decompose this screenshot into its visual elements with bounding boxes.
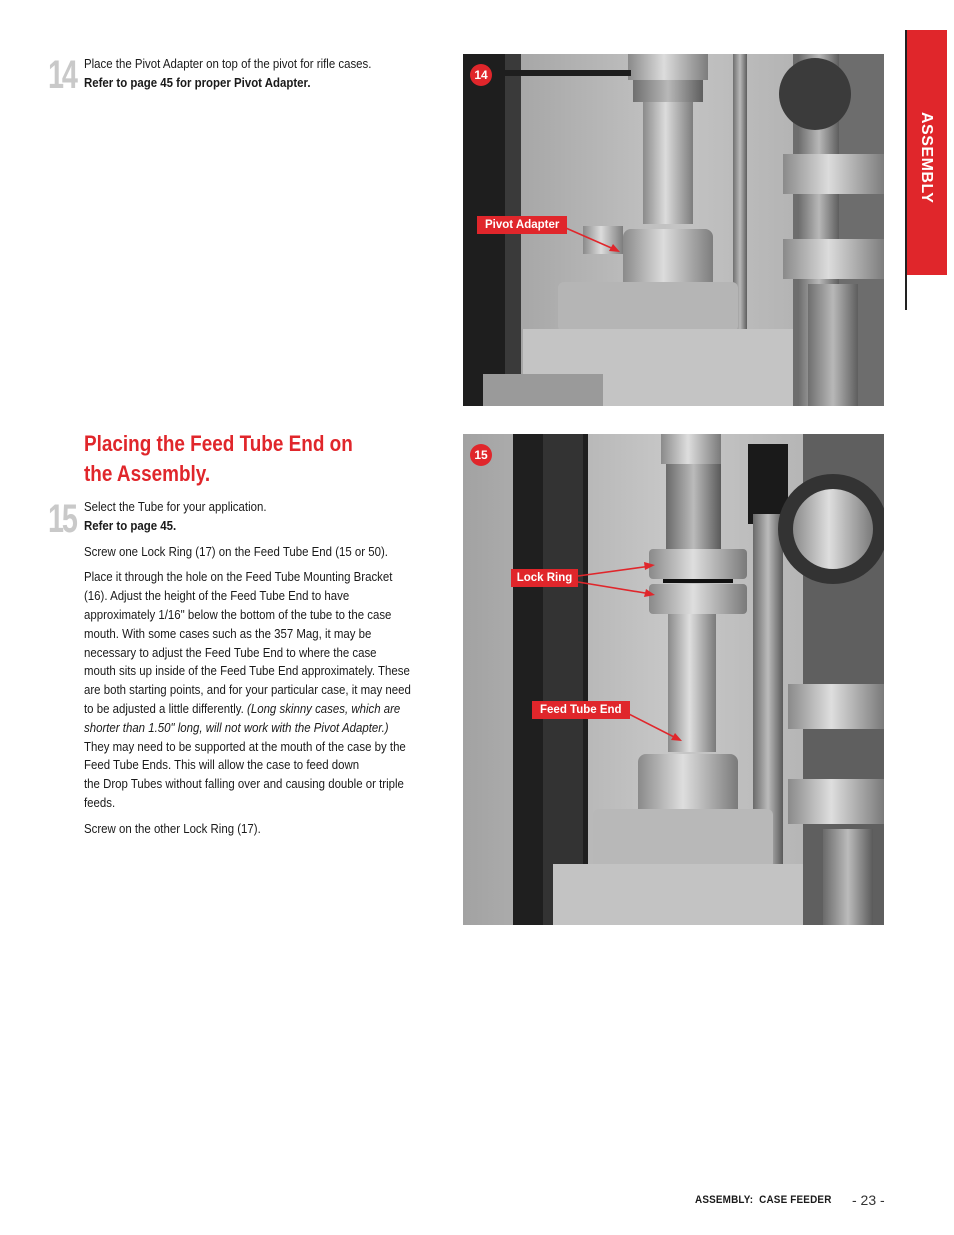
step-15-text (84, 498, 411, 846)
step-number-14: 14 (48, 53, 76, 97)
step-15-para1: Screw one Lock Ring (17) on the Feed Tube End (15 or 50). (84, 543, 388, 559)
page-number: - 23 - (852, 1192, 885, 1208)
side-tab (907, 30, 947, 275)
step-14-text (84, 55, 418, 93)
footer-section-label: ASSEMBLY: CASE FEEDER (695, 1194, 832, 1206)
side-tab-label: ASSEMBLY (918, 112, 935, 204)
step-15-para3: Screw on the other Lock Ring (17). (84, 820, 261, 836)
section-heading (84, 429, 428, 489)
feed-tube-end-callout: Feed Tube End (532, 701, 630, 719)
step-15-line1: Select the Tube for your application. (84, 499, 267, 514)
figure-14-badge: 14 (470, 64, 492, 86)
section-heading-line1: Placing the Feed Tube End on (84, 431, 353, 456)
step-14-line1: Place the Pivot Adapter on top of the pivot for rifle cases. (84, 56, 372, 71)
step-15-line2: Refer to page 45. (84, 517, 177, 533)
lock-ring-callout: Lock Ring (511, 569, 578, 587)
figure-15-badge: 15 (470, 444, 492, 466)
pivot-adapter-arrow (463, 54, 884, 406)
section-heading-line2: the Assembly. (84, 461, 211, 486)
step-15-para2 (84, 568, 411, 775)
side-tab-rule (905, 30, 907, 310)
step-number-15: 15 (48, 497, 76, 541)
step-14-line2: Refer to page 45 for proper Pivot Adapter. (84, 74, 311, 90)
figure-15-arrows (463, 434, 884, 925)
step-15-intro (84, 498, 411, 536)
step-15-para2-a: Place it through the hole on the Feed Tube Mounting Bracket (16). Adjust the height of the Feed Tube End to have approximately 1/16" below the bottom of the tube to the case mouth. With some cases such as the 357 Mag, it may be necessary to adjust the Feed Tube End to where the case mouth sits up inside of the Feed Tube End approximately. These are both starting points, and for your particular case, it may need to be adjusted a little differently. (84, 569, 411, 716)
step-15-para2-b: They may need to be supported at the mouth of the case by the Feed Tube Ends. This will allow the case to feed down (84, 738, 406, 773)
step-15-para2-c: the Drop Tubes without falling over and causing double or triple feeds. (84, 776, 404, 810)
pivot-adapter-callout: Pivot Adapter (477, 216, 567, 234)
step-15-para2-italic: (Long skinny cases, which are shorter than 1.50" long, will not work with the Pivot Adapter.) (84, 700, 401, 735)
